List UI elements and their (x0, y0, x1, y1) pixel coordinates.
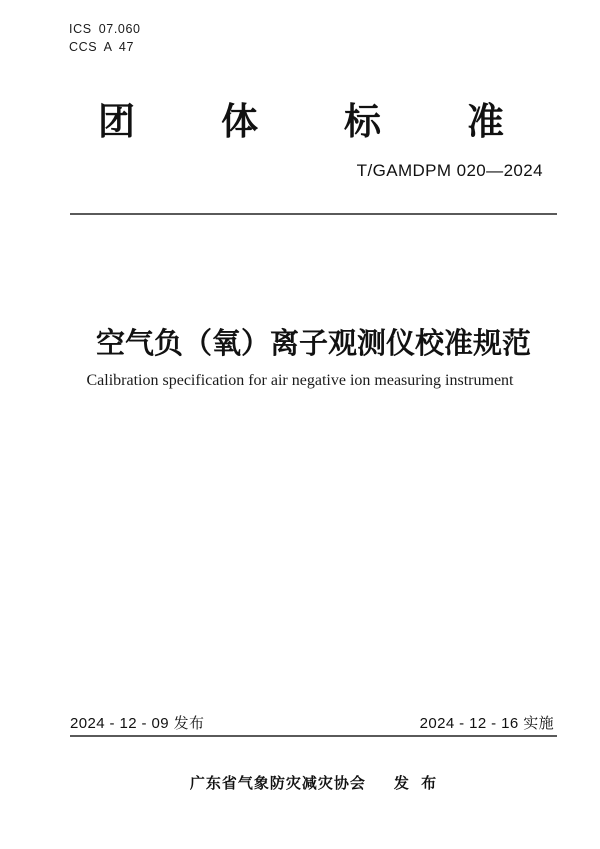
document-type-heading: 团体标准 (98, 101, 590, 142)
publisher-row (70, 772, 557, 793)
ccs-code: CCS A 47 (69, 40, 134, 54)
dates-row (70, 712, 554, 733)
classification-codes (69, 20, 141, 56)
issue-date: 2024 - 12 - 09 发布 (70, 715, 205, 732)
header-divider-line (70, 213, 557, 215)
publisher-name: 广东省气象防灾减灾协会 (189, 775, 366, 792)
implementation-date: 2024 - 12 - 16 实施 (419, 715, 554, 732)
footer-divider-line (70, 735, 557, 737)
ics-code: ICS 07.060 (69, 22, 141, 36)
subtitle-english: Calibration specification for air negative ion measuring instrument (86, 372, 514, 389)
standard-number: T/GAMDPM 020—2024 (356, 161, 543, 180)
main-title-chinese: 空气负（氧）离子观测仪校准规范 (95, 328, 531, 360)
publish-label: 发 布 (393, 775, 438, 792)
